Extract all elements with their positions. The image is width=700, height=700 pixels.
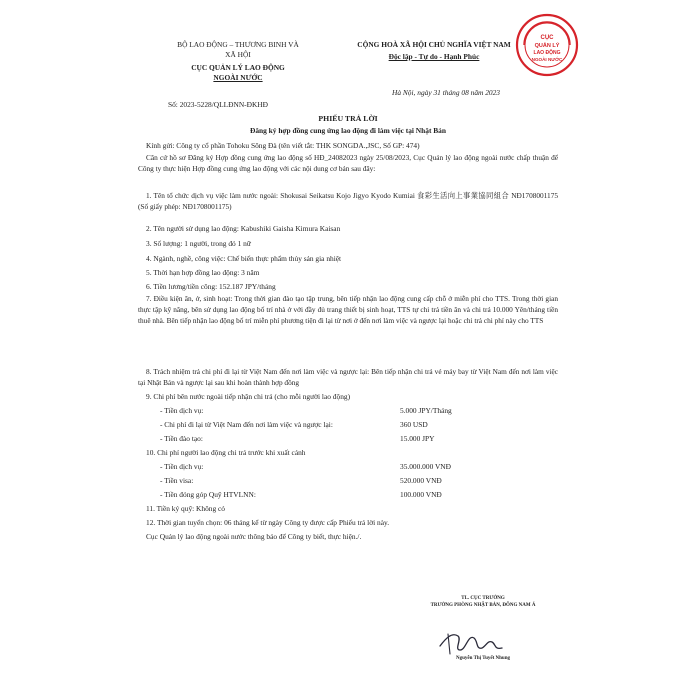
department-name-line2: NGOÀI NƯỚC xyxy=(213,73,263,82)
place-and-date: Hà Nội, ngày 31 tháng 08 năm 2023 xyxy=(392,88,500,97)
svg-text:QUẢN LÝ: QUẢN LÝ xyxy=(534,43,560,49)
item-6-salary: 6. Tiền lương/tiền công: 152.187 JPY/tháng xyxy=(146,282,276,291)
item-10-row-label: - Tiền dịch vụ: xyxy=(160,462,204,471)
handwritten-signature xyxy=(436,620,506,660)
item-12-selection-period: 12. Thời gian tuyển chọn: 06 tháng kể từ ngày Công ty được cấp Phiếu trả lời này. xyxy=(146,518,390,527)
item-9-row-value: 15.000 JPY xyxy=(400,434,435,443)
recipient-line: Kính gửi: Công ty cổ phần Tohoku Sông Đà (tên viết tắt: THK SONGDA.,JSC, Số GP: 474) xyxy=(146,141,420,150)
item-8-travel-costs: 8. Trách nhiệm trả chi phí đi lại từ Việt Nam đến nơi làm việc và ngược lại: Bên tiếp nhận chi trả vé máy bay từ Việt Nam đến nơi làm việc tại Nhật Bản và ngược lại sau khi hoàn thành hợp đồng xyxy=(138,367,558,387)
item-10-row-value: 520.000 VNĐ xyxy=(400,476,442,485)
item-9-heading: 9. Chi phí bên nước ngoài tiếp nhận chi trả (cho mỗi người lao động) xyxy=(146,392,351,401)
item-10-heading: 10. Chi phí người lao động chi trả trước khi xuất cảnh xyxy=(146,448,306,457)
item-3-quantity: 3. Số lượng: 1 người, trong đó 1 nữ xyxy=(146,239,251,248)
document-number: Số: 2023-5228/QLLĐNN-ĐKHĐ xyxy=(168,100,268,109)
department-name-line1: CỤC QUẢN LÝ LAO ĐỘNG xyxy=(191,63,285,72)
item-9-row-value: 360 USD xyxy=(400,420,428,429)
item-9-row-label: - Tiền đào tạo: xyxy=(160,434,203,443)
item-2-employer: 2. Tên người sử dụng lao động: Kabushiki Gaisha Kimura Kaisan xyxy=(146,224,341,233)
ministry-name-line1: BỘ LAO ĐỘNG – THƯƠNG BINH VÀ xyxy=(177,40,299,49)
signature-title-line1: TL. CỤC TRƯỞNG xyxy=(461,596,505,601)
item-10-row-label: - Tiền đóng góp Quỹ HTVLNN: xyxy=(160,490,256,499)
signature-title-line2: TRƯỞNG PHÒNG NHẬT BẢN, ĐÔNG NAM Á xyxy=(430,603,536,608)
document-title: PHIẾU TRẢ LỜI xyxy=(318,114,378,123)
item-10-row-value: 100.000 VNĐ xyxy=(400,490,442,499)
closing-statement: Cục Quản lý lao động ngoài nước thông báo để Công ty biết, thực hiện./. xyxy=(146,532,362,541)
official-seal-stamp xyxy=(514,12,580,78)
item-11-deposit: 11. Tiền ký quỹ: Không có xyxy=(146,504,225,513)
intro-paragraph: Căn cứ hồ sơ Đăng ký Hợp đồng cung ứng lao động số HĐ_24082023 ngày 25/08/2023, Cục Quản lý lao động ngoài nước chấp thuận để Công ty thực hiện Hợp đồng cung ứng lao động với các nội dung cơ bản sau đây: xyxy=(138,153,558,173)
item-9-row-label: - Chi phí đi lại từ Việt Nam đến nơi làm việc và ngược lại: xyxy=(160,420,333,429)
svg-text:CỤC: CỤC xyxy=(540,35,554,41)
svg-text:LAO ĐỘNG: LAO ĐỘNG xyxy=(533,50,561,56)
item-4-occupation: 4. Ngành, nghề, công việc: Chế biến thực phẩm thủy sản gia nhiệt xyxy=(146,254,342,263)
item-10-row-value: 35.000.000 VNĐ xyxy=(400,462,451,471)
document-subtitle: Đăng ký hợp đồng cung ứng lao động đi làm việc tại Nhật Bản xyxy=(249,126,446,135)
item-9-row-value: 5.000 JPY/Tháng xyxy=(400,406,452,415)
svg-text:NGOÀI NƯỚC: NGOÀI NƯỚC xyxy=(531,57,563,62)
item-1-organization: 1. Tên tổ chức dịch vụ việc làm nước ngoài: Shokusai Seikatsu Kojo Jigyo Kyodo Kumiai 食彩生活向上事業協同組合 NĐ1708001175 (Số giấy phép: NĐ1708001175) xyxy=(138,191,558,211)
item-10-row-label: - Tiền visa: xyxy=(160,476,194,485)
national-motto: Độc lập - Tự do - Hạnh Phúc xyxy=(388,52,480,61)
country-name: CỘNG HOÀ XÃ HỘI CHỦ NGHĨA VIỆT NAM xyxy=(357,40,511,49)
ministry-name-line2: XÃ HỘI xyxy=(225,50,251,59)
document-page xyxy=(138,30,563,670)
item-9-row-label: - Tiền dịch vụ: xyxy=(160,406,204,415)
signer-name: Nguyễn Thị Tuyết Nhung xyxy=(456,656,510,661)
item-5-contract-term: 5. Thời hạn hợp đồng lao động: 3 năm xyxy=(146,268,260,277)
item-7-living-conditions: 7. Điều kiện ăn, ở, sinh hoạt: Trong thời gian đào tạo tập trung, bên tiếp nhận lao động cung cấp chỗ ở miễn phí cho TTS. Trong thời gian thực tập kỹ năng, bên sử dụng lao động bố trí nhà ở với đầy đủ trang thiết bị sinh hoạt, TTS tự chi trả tiền ăn và chi trả 10.000 Yên/tháng tiền thuê nhà. Bên tiếp nhận lao động bố trí miễn phí phương tiện đi lại từ nơi ở đến nơi làm việc và ngược lại hoặc chi trả chi phí này cho TTS xyxy=(138,294,558,325)
